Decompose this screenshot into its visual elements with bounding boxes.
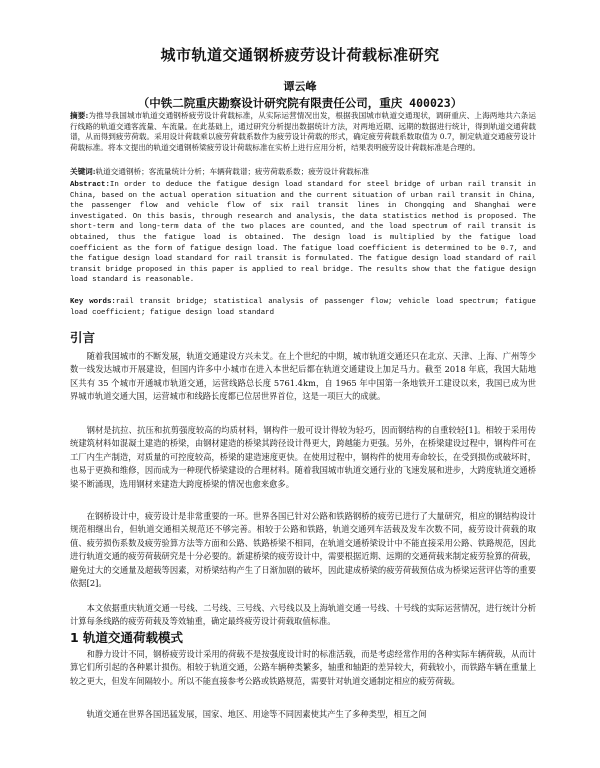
keywords-en-text: rail transit bridge; statistical analysis of passenger flow; vehicle load spectrum; fatigue load coefficient; fatigue design load standard xyxy=(70,298,536,317)
sec1-paragraph: 和静力设计不同，钢桥疲劳设计采用的荷载不是按强度设计时的标准活载，而是考虑经常作用的各种实际车辆荷载，从而计算它们所引起的各种累计损伤。相较于轨道交通，公路车辆种类繁多，轴重和轴距的差异较大，荷载较小，而铁路车辆在重量上较之更大，但发车间隔较小。所以不能直接参考公路或铁路规范，需要针对轨道交通制定相应的疲劳荷载。 xyxy=(70,649,536,686)
abstract-en xyxy=(70,180,536,286)
intro-paragraph: 随着我国城市的不断发展，轨道交通建设方兴未艾。在上个世纪的中期，城市轨道交通还只在北京、天津、上海、广州等少数一线发达城市开展建设，但国内许多中小城市在进入本世纪后都在轨道交通建设上加足马力。截至 2018 年底，我国大陆地区共有 35 个城市开通城市轨道交通，运营线路总长度 5761.4km，自 1965 年中国第一条地铁开工建设以来，我国已成为世界城市轨道交通大国，运营城市和线路长度都已位居世界首位，这是一项巨大的成就。 xyxy=(70,351,536,402)
intro-paragraph: 在钢桥设计中，疲劳设计是非常重要的一环。世界各国已针对公路和铁路钢桥的疲劳已进行了大量研究，相应的钢结构设计规范相继出台，但轨道交通相关规范还不够完善。相较于公路和铁路，轨道交通列车活载及发车次数不同，疲劳设计荷载的取值、疲劳损伤系数及疲劳验算方法等方面和公路、铁路桥梁不相同，在轨道交通桥梁设计中不能直接采用公路、铁路规范，因此进行轨道交通的疲劳荷载研究是十分必要的。新建桥梁的疲劳设计中，需要根据近期、远期的交通荷载来制定疲劳验算的荷载，避免过大的交通量及超载等因素，对桥梁结构产生了日渐加剧的破坏，因此建成桥梁的疲劳荷载预估成为桥梁运营评估等的重要依据[2]。 xyxy=(70,511,536,589)
keywords-en xyxy=(70,297,536,318)
abstract-en-text: In order to deduce the fatigue design load standard for steel bridge of urban rail transit in China, based on the actual operation situation and the current situation of urban rail transit in China, the passenger flow and vehicle flow of six rail transit lines in Chongqing and Shanghai were investigated. On this basis, through research and analysis, the data statistics method is proposed. The short-term and long-term data of the two places are counted, and the load spectrum of rail transit is obtained, thus the fatigue load is obtained. The design load is multiplied by the fatigue load coefficient as the form of fatigue design load. The fatigue load coefficient is determined to be 0.7, and the fatigue design load standard for rail transit is formulated. The fatigue design load standard of rail transit bridge proposed in this paper is applied to real bridge. The results show that the fatigue design load standard is reasonable. xyxy=(70,181,536,285)
intro-paragraph: 本文依据重庆轨道交通一号线、二号线、三号线、六号线以及上海轨道交通一号线、十号线的实际运营情况，进行统计分析计算每条线路的疲劳荷载及等效轴重，确定最终疲劳设计荷载取值标准。 xyxy=(70,603,536,627)
intro-paragraph: 钢材是抗拉、抗压和抗剪强度较高的均质材料，钢构件一般可设计得较为轻巧，因而钢结构的自重较轻[1]。相较于采用传统建筑材料如混凝土建造的桥梁，由钢材建造的桥梁其跨径设计得更大，跨越能力更强。另外，在桥梁建设过程中，钢构件可在工厂内生产制造，对质量的可控度较高，桥梁的建造速度更快。在使用过程中，钢构件的使用寿命较长，在受到损伤或破坏时，也易于更换和维修，因而成为一种现代桥梁建设的合理材料。随着我国城市轨道交通行业的飞速发展和进步，大跨度轨道交通桥梁不断涌现，选用钢材来建造大跨度桥梁的情况也愈来愈多。 xyxy=(70,425,536,489)
abstract-en-label: Abstract: xyxy=(70,181,110,189)
section-heading-1: 1 轨道交通荷载模式 xyxy=(70,630,184,645)
abstract-cn xyxy=(70,111,536,153)
keywords-en-label: Key words: xyxy=(70,298,116,306)
abstract-cn-text: 为推导我国城市轨道交通钢桥疲劳设计荷载标准，从实际运营情况出发，根据我国城市轨道交通现状，调研重庆、上海两地共六条运行线路的轨道交通客流量、车流量。在此基础上，通过研究分析提出数据统计方法，对两地近期、远期的数据进行统计，得到轨道交通荷载谱，从而得到疲劳荷载。采用设计荷载乘以疲劳荷载系数作为疲劳设计荷载的形式，确定疲劳荷载系数取值为 0.7，制定轨道交通疲劳设计荷载标准。将本文提出的轨道交通钢桥梁疲劳设计荷载标准在实桥上进行应用分析，结果表明疲劳设计荷载标准是合理的。 xyxy=(70,111,536,152)
abstract-cn-label: 摘要: xyxy=(70,111,89,120)
keywords-cn-label: 关键词: xyxy=(70,167,96,176)
paper-author: 谭云峰 xyxy=(283,80,317,93)
keywords-cn xyxy=(70,167,536,178)
paper-affiliation: （中铁二院重庆勘察设计研究院有限责任公司，重庆 400023） xyxy=(137,96,463,110)
keywords-cn-text: 轨道交通钢桥；客流量统计分析；车辆荷载谱；疲劳荷载系数；疲劳设计荷载标准 xyxy=(95,167,369,176)
section-heading-intro: 引言 xyxy=(70,330,96,345)
paper-title: 城市轨道交通钢桥疲劳设计荷载标准研究 xyxy=(160,46,440,64)
sec1-paragraph: 轨道交通在世界各国迅猛发展，国家、地区、用途等不同因素使其产生了多种类型，相互之间 xyxy=(86,709,427,719)
